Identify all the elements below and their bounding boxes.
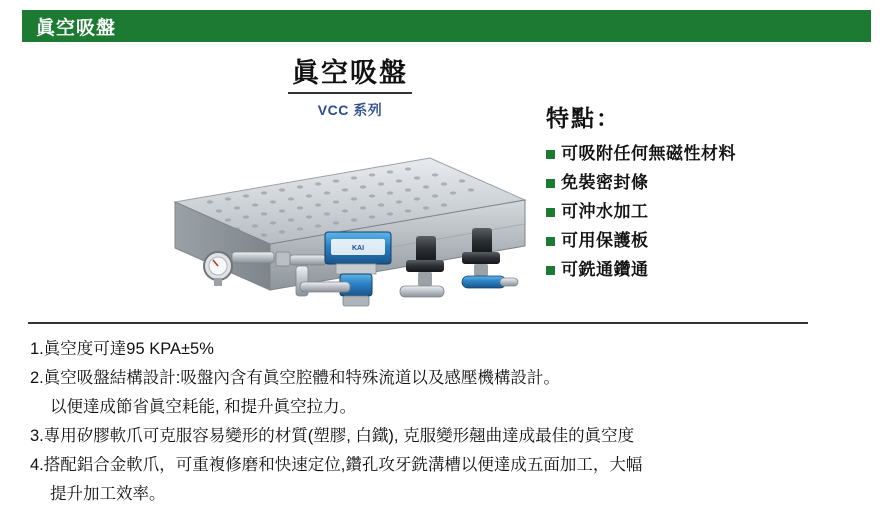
svg-text:KAI: KAI (351, 245, 365, 252)
feature-item (546, 259, 846, 281)
bullet-square-icon (546, 179, 555, 188)
spec-number: 2. (30, 369, 44, 387)
feature-label: 可沖水加工 (561, 202, 649, 221)
product-photo (100, 140, 530, 310)
spec-text: 專用矽膠軟爪可克服容易變形的材質(塑膠, 白鐵), 克服變形翹曲達成最佳的眞空度 (43, 427, 635, 445)
bullet-square-icon (546, 237, 555, 246)
feature-label: 可銑通鑽通 (561, 260, 649, 279)
spec-number: 4. (30, 456, 44, 474)
feature-label: 可用保護板 (561, 231, 649, 250)
spec-item (30, 452, 870, 479)
feature-item (546, 143, 846, 165)
spec-continuation: 以便達成節省眞空耗能, 和提升眞空拉力。 (50, 398, 357, 416)
features-section (546, 100, 846, 288)
product-series: VCC 系列 (317, 102, 383, 118)
feature-item (546, 230, 846, 252)
vacuum-chuck-illustration (100, 140, 530, 310)
bullet-square-icon (546, 208, 555, 217)
spec-item (30, 336, 870, 363)
page-title: 眞空吸盤 (36, 17, 117, 39)
product-title-block (250, 56, 450, 120)
feature-label: 免裝密封條 (561, 173, 649, 192)
feature-item (546, 172, 846, 194)
pressure-gauge-icon (204, 252, 232, 286)
spec-list (30, 336, 870, 510)
product-title: 眞空吸盤 (288, 56, 412, 94)
header-bar (22, 10, 871, 42)
bullet-square-icon (546, 266, 555, 275)
spec-text: 眞空吸盤結構設計:吸盤內含有眞空腔體和特殊流道以及感壓機構設計。 (43, 369, 560, 387)
spec-number: 1. (30, 340, 44, 358)
spec-item (30, 365, 870, 392)
bullet-square-icon (546, 150, 555, 159)
feature-label: 可吸附任何無磁性材料 (561, 144, 736, 163)
features-heading: 特點： (546, 105, 621, 131)
spec-number: 3. (30, 427, 44, 445)
spec-text: 搭配鋁合金軟爪，可重複修磨和快速定位,鑽孔攻牙銑溝槽以便達成五面加工，大幅 (43, 456, 643, 474)
spec-text: 眞空度可達95 KPA±5% (43, 340, 214, 358)
divider (28, 322, 808, 324)
spec-continuation: 提升加工效率。 (50, 485, 166, 503)
feature-item (546, 201, 846, 223)
spec-item (30, 423, 870, 450)
